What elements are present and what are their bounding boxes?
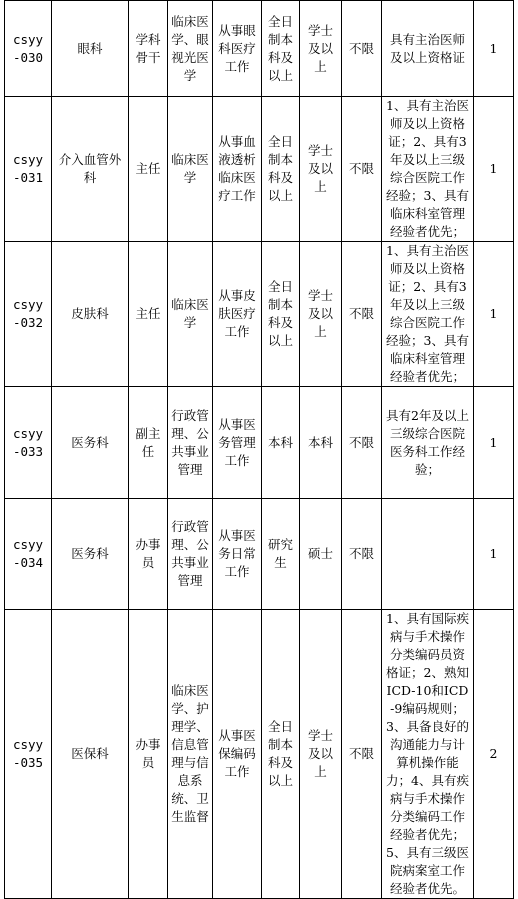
work-content: 从事医务管理工作: [213, 387, 262, 499]
education: 本科: [262, 387, 300, 499]
position: 学科骨干: [129, 1, 168, 97]
headcount: 1: [474, 1, 514, 97]
education: 全日制本科及以上: [262, 1, 300, 97]
age: 不限: [342, 387, 382, 499]
major: 临床医学: [168, 242, 213, 387]
requirements: 1、具有国际疾病与手术操作分类编码员资格证；2、熟知ICD-10和ICD-9编码规则；3、具备良好的沟通能力与计算机操作能力；4、具有疾病与手术操作分类编码工作经验者优先；5、具有三级医院病案室工作经验者优先。: [382, 610, 474, 899]
department: 眼科: [52, 1, 129, 97]
recruitment-table: [4, 0, 514, 899]
education: 全日制本科及以上: [262, 610, 300, 899]
position: 主任: [129, 242, 168, 387]
degree: 学士及以上: [300, 1, 342, 97]
department: 医保科: [52, 610, 129, 899]
position: 办事员: [129, 499, 168, 610]
education: 全日制本科及以上: [262, 97, 300, 242]
job-code: csyy -030: [5, 1, 52, 97]
age: 不限: [342, 242, 382, 387]
requirements: 1、具有主治医师及以上资格证；2、具有3年及以上三级综合医院工作经验；3、具有临床科室管理经验者优先；: [382, 242, 474, 387]
job-code: csyy -035: [5, 610, 52, 899]
work-content: 从事眼科医疗工作: [213, 1, 262, 97]
work-content: 从事医保编码工作: [213, 610, 262, 899]
major: 临床医学: [168, 97, 213, 242]
job-code: csyy -033: [5, 387, 52, 499]
major: 行政管理、公共事业管理: [168, 387, 213, 499]
degree: 学士及以上: [300, 242, 342, 387]
department: 介入血管外科: [52, 97, 129, 242]
table-row: [5, 387, 514, 499]
department: 医务科: [52, 387, 129, 499]
headcount: 1: [474, 387, 514, 499]
work-content: 从事血液透析临床医疗工作: [213, 97, 262, 242]
degree: 学士及以上: [300, 97, 342, 242]
degree: 学士及以上: [300, 610, 342, 899]
table-row: [5, 1, 514, 97]
table-row: [5, 610, 514, 899]
requirements: [382, 499, 474, 610]
degree: 硕士: [300, 499, 342, 610]
position: 副主任: [129, 387, 168, 499]
degree: 本科: [300, 387, 342, 499]
position: 办事员: [129, 610, 168, 899]
table-row: [5, 97, 514, 242]
position: 主任: [129, 97, 168, 242]
headcount: 2: [474, 610, 514, 899]
major: 临床医学、护理学、信息管理与信息系统、卫生监督: [168, 610, 213, 899]
table-row: [5, 499, 514, 610]
department: 皮肤科: [52, 242, 129, 387]
job-code: csyy -031: [5, 97, 52, 242]
age: 不限: [342, 610, 382, 899]
headcount: 1: [474, 242, 514, 387]
education: 研究生: [262, 499, 300, 610]
requirements: 1、具有主治医师及以上资格证；2、具有3年及以上三级综合医院工作经验；3、具有临床科室管理经验者优先；: [382, 97, 474, 242]
age: 不限: [342, 97, 382, 242]
department: 医务科: [52, 499, 129, 610]
education: 全日制本科及以上: [262, 242, 300, 387]
requirements: 具有主治医师及以上资格证: [382, 1, 474, 97]
major: 行政管理、公共事业管理: [168, 499, 213, 610]
job-code: csyy -034: [5, 499, 52, 610]
headcount: 1: [474, 499, 514, 610]
headcount: 1: [474, 97, 514, 242]
age: 不限: [342, 1, 382, 97]
age: 不限: [342, 499, 382, 610]
table-row: [5, 242, 514, 387]
major: 临床医学、眼视光医学: [168, 1, 213, 97]
work-content: 从事皮肤医疗工作: [213, 242, 262, 387]
requirements: 具有2年及以上三级综合医院医务科工作经验；: [382, 387, 474, 499]
job-code: csyy -032: [5, 242, 52, 387]
work-content: 从事医务日常工作: [213, 499, 262, 610]
